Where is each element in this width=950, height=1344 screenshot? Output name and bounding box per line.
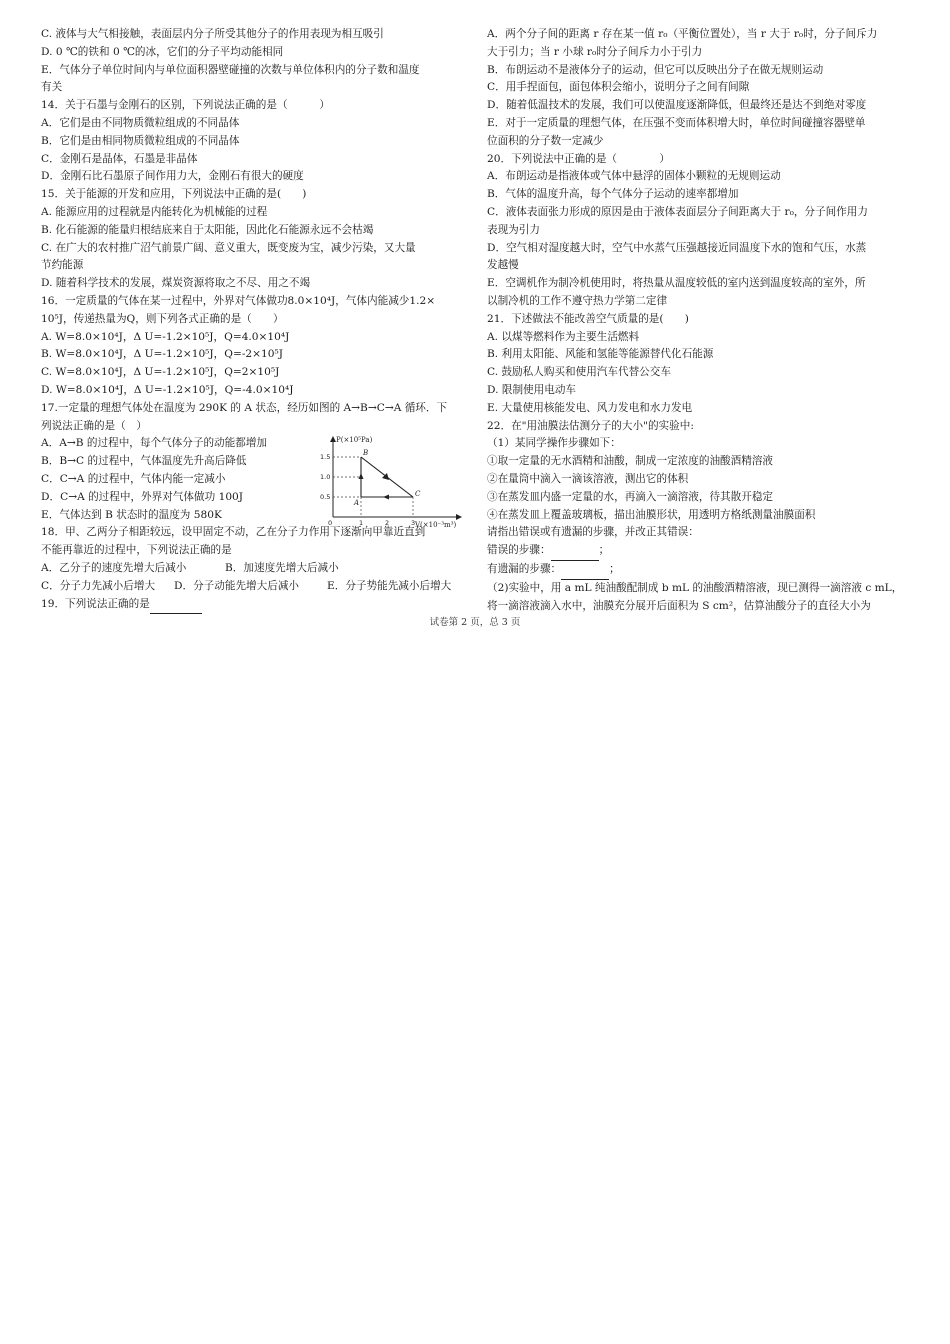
x-axis-label: V(×10⁻³m³) xyxy=(415,521,457,530)
omit-step-line xyxy=(487,561,911,580)
question-14: 14．关于石墨与金刚石的区别，下列说法正确的是（ ） xyxy=(41,99,330,112)
option-line: B. W=8.0×10⁴J，Δ U=-1.2×10⁵J，Q=-2×10⁵J xyxy=(41,348,284,361)
option-line: A. 能源应用的过程就是内能转化为机械能的过程 xyxy=(41,205,268,218)
option-line: B. 利用太阳能、风能和氢能等能源替代化石能源 xyxy=(487,348,714,361)
option: A．乙分子的速度先增大后减小 xyxy=(41,561,187,574)
option-line: A．布朗运动是指液体或气体中悬浮的固体小颗粒的无规则运动 xyxy=(487,170,781,183)
error-step-label: 错误的步骤： xyxy=(487,544,551,557)
option-line: C. 鼓励私人购买和使用汽车代替公交车 xyxy=(487,366,671,379)
question-17-cont: 列说法正确的是（ ） xyxy=(41,419,147,432)
option-line: 表现为引力 xyxy=(487,223,540,236)
question-21: 21．下述做法不能改善空气质量的是( ) xyxy=(487,312,689,325)
option-line: B．B→C 的过程中，气体温度先升高后降低 xyxy=(41,455,247,468)
option-line: D. W=8.0×10⁴J，Δ U=-1.2×10⁵J，Q=-4.0×10⁴J xyxy=(41,383,294,396)
option-line: E．空调机作为制冷机使用时，将热量从温度较低的室内送到温度较高的室外，所 xyxy=(487,277,866,290)
question-19-text: 19．下列说法正确的是 xyxy=(41,597,150,610)
y-axis-label: P(×10⁵Pa) xyxy=(336,436,373,445)
text-line: 有关 xyxy=(41,81,63,94)
question-19 xyxy=(41,596,465,615)
option-line: C．液体表面张力形成的原因是由于液体表面层分子间距离大于 r₀，分子间作用力 xyxy=(487,205,868,218)
option-line: A. 以煤等燃料作为主要生活燃料 xyxy=(487,330,640,343)
option-line: 大于引力；当 r 小球 r₀时分子间斥力小于引力 xyxy=(487,45,703,58)
question-22-part2: （2)实验中，用 a mL 纯油酸配制成 b mL 的油酸酒精溶液，现已测得一滴溶液 c mL， xyxy=(487,581,903,594)
option-line: B．气体的温度升高，每个气体分子运动的速率都增加 xyxy=(487,188,739,201)
step-line: ③在蒸发皿内盛一定量的水，再滴入一滴溶液，待其散开稳定 xyxy=(487,490,774,503)
text-line: D. 0 ℃的铁和 0 ℃的冰，它们的分子平均动能相同 xyxy=(41,45,284,58)
y-tick: 1.0 xyxy=(320,473,331,482)
option: C．分子力先减小后增大 xyxy=(41,579,156,592)
text-line: C. 液体与大气相接触，表面层内分子所受其他分子的作用表现为相互吸引 xyxy=(41,28,384,40)
question-17-options-block xyxy=(41,435,465,530)
option-line: E. 大量使用核能发电、风力发电和水力发电 xyxy=(487,401,693,414)
option: B．加速度先增大后减小 xyxy=(225,561,339,574)
question-20: 20．下列说法中正确的是（ ） xyxy=(487,152,670,165)
pv-diagram xyxy=(319,433,465,529)
page-footer: 试卷第 2 页，总 3 页 xyxy=(429,617,521,628)
omit-step-label: 有遗漏的步骤： xyxy=(487,562,562,575)
option-line: B．它们是由相同物质微粒组成的不同晶体 xyxy=(41,134,240,147)
option-line: D．空气相对湿度越大时，空气中水蒸气压强越接近同温度下水的饱和气压，水蒸 xyxy=(487,241,867,254)
option-line: C．金刚石是晶体，石墨是非晶体 xyxy=(41,152,198,165)
y-tick: 1.5 xyxy=(320,453,331,462)
x-tick: 1 xyxy=(359,519,364,528)
option-line: B. 化石能源的能量归根结底来自于太阳能，因此化石能源永远不会枯竭 xyxy=(41,223,374,236)
option-line: 以制冷机的工作不遵守热力学第二定律 xyxy=(487,294,668,307)
option-line: D．C→A 的过程中，外界对气体做功 100J xyxy=(41,490,244,503)
option-row xyxy=(41,578,465,596)
option-line: D. 限制使用电动车 xyxy=(487,383,577,396)
option-row xyxy=(41,560,465,578)
instruction-line: 请指出错误或有遗漏的步骤，并改正其错误： xyxy=(487,526,699,539)
point-label: C xyxy=(415,490,421,499)
question-17: 17.一定量的理想气体处在温度为 290K 的 A 状态，经历如图的 A→B→C→A 循环．下 xyxy=(41,401,448,414)
question-22: 22．在"用油膜法估测分子的大小"的实验中: xyxy=(487,419,694,432)
option-line: D. 随着科学技术的发展，煤炭资源将取之不尽、用之不竭 xyxy=(41,277,311,290)
text-line: E．气体分子单位时间内与单位面积器壁碰撞的次数与单位体积内的分子数和温度 xyxy=(41,63,420,76)
option-line: E．气体达到 B 状态时的温度为 580K xyxy=(41,508,222,521)
question-16: 16．一定质量的气体在某一过程中，外界对气体做功8.0×10⁴J，气体内能减少1.2× xyxy=(41,294,436,307)
error-step-line xyxy=(487,542,911,561)
semicolon: ； xyxy=(609,562,620,575)
question-18: 18．甲、乙两分子相距较远，设甲固定不动，乙在分子力作用下逐渐向甲靠近直到 xyxy=(41,526,426,539)
y-tick: 0.5 xyxy=(320,493,331,502)
option-line: A．它们是由不同物质微粒组成的不同晶体 xyxy=(41,116,240,129)
x-tick: 0 xyxy=(328,519,333,528)
option-line: C．C→A 的过程中，气体内能一定减小 xyxy=(41,472,226,485)
x-tick: 2 xyxy=(385,519,390,528)
question-15: 15．关于能源的开发和应用，下列说法中正确的是( ) xyxy=(41,188,307,201)
x-tick: 3 xyxy=(411,519,416,528)
option-line: 节约能源 xyxy=(41,259,84,272)
step-line: ①取一定量的无水酒精和油酸，制成一定浓度的油酸酒精溶液 xyxy=(487,455,774,468)
question-22-part1: （1）某同学操作步骤如下： xyxy=(487,437,621,450)
right-column xyxy=(487,26,911,615)
option-line: 位面积的分子数一定减少 xyxy=(487,134,604,147)
option-line: B．布朗运动不是液体分子的运动，但它可以反映出分子在做无规则运动 xyxy=(487,63,824,76)
option-line: E．对于一定质量的理想气体，在压强不变而体积增大时，单位时间碰撞容器壁单 xyxy=(487,116,866,129)
option-line: A．A→B 的过程中，每个气体分子的动能都增加 xyxy=(41,437,268,450)
option-line: C．用手捏面包，面包体积会缩小，说明分子之间有间隙 xyxy=(487,81,750,94)
option: D．分子动能先增大后减小 xyxy=(174,579,300,592)
option-line: C. W=8.0×10⁴J，Δ U=-1.2×10⁵J，Q=2×10⁵J xyxy=(41,366,280,379)
semicolon: ； xyxy=(598,544,610,557)
point-label: A xyxy=(354,499,360,508)
option-line: C. 在广大的农村推广沼气前景广阔、意义重大，既变废为宝，减少污染，又大量 xyxy=(41,241,416,254)
step-line: ④在蒸发皿上覆盖玻璃板，描出油膜形状，用透明方格纸测量油膜面积 xyxy=(487,508,816,521)
question-18-cont: 不能再靠近的过程中，下列说法正确的是 xyxy=(41,544,232,557)
option-line: A. W=8.0×10⁴J，Δ U=-1.2×10⁵J，Q=4.0×10⁴J xyxy=(41,330,290,343)
question-22-part2-cont: 将一滴溶液滴入水中，油膜充分展开后面积为 S cm²，估算油酸分子的直径大小为 xyxy=(487,599,871,612)
option-line: 发越慢 xyxy=(487,259,519,272)
left-column xyxy=(41,26,465,614)
step-line: ②在量筒中滴入一滴该溶液，测出它的体积 xyxy=(487,472,689,485)
option-line: D．随着低温技术的发展，我们可以使温度逐渐降低，但最终还是达不到绝对零度 xyxy=(487,99,867,112)
point-label: B xyxy=(363,449,369,458)
option-line: D．金刚石比石墨原子间作用力大，金刚石有很大的硬度 xyxy=(41,170,304,183)
answer-blank xyxy=(150,596,202,615)
question-16-cont: 10⁵J，传递热量为Q，则下列各式正确的是（ ） xyxy=(41,312,284,325)
option: E．分子势能先减小后增大 xyxy=(327,579,452,592)
error-step-blank xyxy=(551,542,599,561)
option-line: A．两个分子间的距离 r 存在某一值 r₀（平衡位置处），当 r 大于 r₀时，分子间斥力 xyxy=(487,28,878,40)
omit-step-blank xyxy=(561,561,609,580)
